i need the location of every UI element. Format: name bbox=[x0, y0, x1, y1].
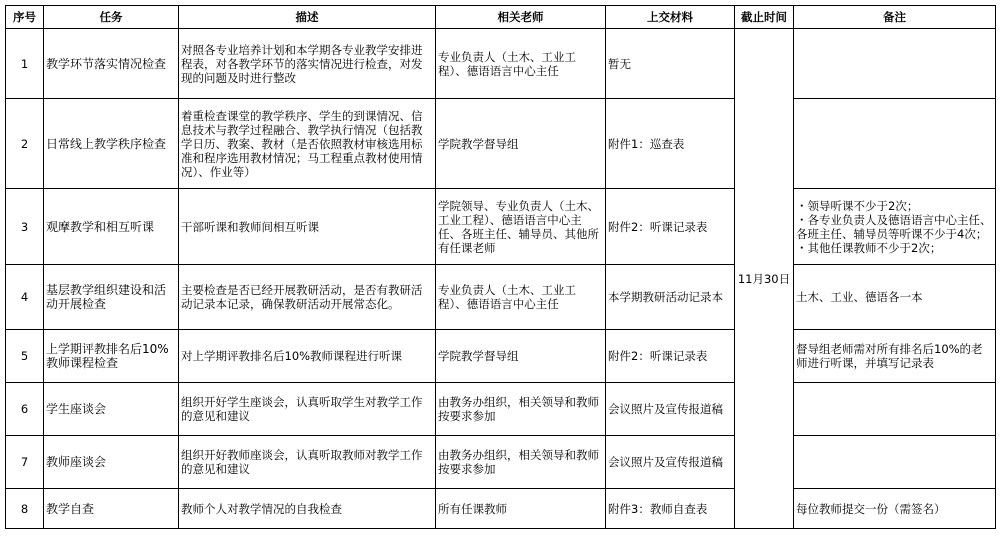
cell-task: 教师座谈会 bbox=[44, 436, 179, 489]
cell-teacher: 学院领导、专业负责人（土木、工业工程）、德语语言中心主任、各班主任、辅导员、其他所有任课老师 bbox=[436, 189, 606, 265]
cell-no: 4 bbox=[6, 265, 44, 330]
table-row bbox=[6, 99, 996, 189]
table-row bbox=[6, 29, 996, 99]
cell-material: 会议照片及宣传报道稿 bbox=[606, 383, 735, 436]
cell-teacher: 专业负责人（土木、工业工程）、德语语言中心主任 bbox=[436, 29, 606, 99]
cell-no: 5 bbox=[6, 330, 44, 383]
table-row bbox=[6, 330, 996, 383]
header-teacher: 相关老师 bbox=[436, 6, 606, 29]
cell-description: 对照各专业培养计划和本学期各专业教学安排进程表，对各教学环节的落实情况进行检查，对发现的问题及时进行整改 bbox=[179, 29, 436, 99]
cell-description: 组织开好学生座谈会，认真听取学生对教学工作的意见和建议 bbox=[179, 383, 436, 436]
table-row bbox=[6, 383, 996, 436]
cell-no: 2 bbox=[6, 99, 44, 189]
table-header-row bbox=[6, 6, 996, 29]
cell-remarks bbox=[794, 436, 996, 489]
cell-no: 3 bbox=[6, 189, 44, 265]
cell-teacher: 学院教学督导组 bbox=[436, 330, 606, 383]
cell-material: 本学期教研活动记录本 bbox=[606, 265, 735, 330]
cell-task: 学生座谈会 bbox=[44, 383, 179, 436]
cell-material: 暂无 bbox=[606, 29, 735, 99]
cell-description: 干部听课和教师间相互听课 bbox=[179, 189, 436, 265]
cell-material: 附件2：听课记录表 bbox=[606, 330, 735, 383]
cell-remarks: 每位教师提交一份（需签名） bbox=[794, 489, 996, 529]
cell-task: 上学期评教排名后10%教师课程检查 bbox=[44, 330, 179, 383]
cell-remarks: 督导组老师需对所有排名后10%的老师进行听课，并填写记录表 bbox=[794, 330, 996, 383]
cell-material: 附件1：巡查表 bbox=[606, 99, 735, 189]
cell-material: 会议照片及宣传报道稿 bbox=[606, 436, 735, 489]
cell-task: 观摩教学和相互听课 bbox=[44, 189, 179, 265]
cell-teacher: 由教务办组织，相关领导和教师按要求参加 bbox=[436, 436, 606, 489]
cell-teacher: 所有任课教师 bbox=[436, 489, 606, 529]
cell-task: 基层教学组织建设和活动开展检查 bbox=[44, 265, 179, 330]
cell-no: 6 bbox=[6, 383, 44, 436]
header-material: 上交材料 bbox=[606, 6, 735, 29]
cell-description: 对上学期评教排名后10%教师课程进行听课 bbox=[179, 330, 436, 383]
cell-task: 教学环节落实情况检查 bbox=[44, 29, 179, 99]
cell-remarks bbox=[794, 29, 996, 99]
cell-no: 1 bbox=[6, 29, 44, 99]
header-no: 序号 bbox=[6, 6, 44, 29]
cell-no: 8 bbox=[6, 489, 44, 529]
header-remarks: 备注 bbox=[794, 6, 996, 29]
cell-remarks: ・领导听课不少于2次； ・各专业负责人及德语语言中心主任、各班主任、辅导员等听课不少于4次； ・其他任课教师不少于2次； bbox=[794, 189, 996, 265]
cell-no: 7 bbox=[6, 436, 44, 489]
table-row bbox=[6, 436, 996, 489]
cell-remarks bbox=[794, 99, 996, 189]
cell-task: 日常线上教学秩序检查 bbox=[44, 99, 179, 189]
header-task: 任务 bbox=[44, 6, 179, 29]
cell-teacher: 由教务办组织，相关领导和教师按要求参加 bbox=[436, 383, 606, 436]
cell-teacher: 专业负责人（土木、工业工程）、德语语言中心主任 bbox=[436, 265, 606, 330]
cell-teacher: 学院教学督导组 bbox=[436, 99, 606, 189]
cell-description: 组织开好教师座谈会，认真听取教师对教学工作的意见和建议 bbox=[179, 436, 436, 489]
header-deadline: 截止时间 bbox=[735, 6, 794, 29]
table-row bbox=[6, 189, 996, 265]
table-row bbox=[6, 265, 996, 330]
cell-material: 附件3：教师自查表 bbox=[606, 489, 735, 529]
cell-description: 教师个人对教学情况的自我检查 bbox=[179, 489, 436, 529]
inspection-task-table bbox=[5, 5, 996, 529]
table-row bbox=[6, 489, 996, 529]
cell-remarks: 土木、工业、德语各一本 bbox=[794, 265, 996, 330]
cell-deadline: 11月30日 bbox=[735, 29, 794, 529]
cell-material: 附件2：听课记录表 bbox=[606, 189, 735, 265]
cell-remarks bbox=[794, 383, 996, 436]
header-description: 描述 bbox=[179, 6, 436, 29]
cell-task: 教学自查 bbox=[44, 489, 179, 529]
cell-description: 主要检查是否已经开展教研活动，是否有教研活动记录本记录，确保教研活动开展常态化。 bbox=[179, 265, 436, 330]
cell-description: 着重检查课堂的教学秩序、学生的到课情况、信息技术与教学过程融合、教学执行情况（包括教学日历、教案、教材（是否依照教材审核选用标准和程序选用教材情况；马工程重点教材使用情况）、作业等） bbox=[179, 99, 436, 189]
